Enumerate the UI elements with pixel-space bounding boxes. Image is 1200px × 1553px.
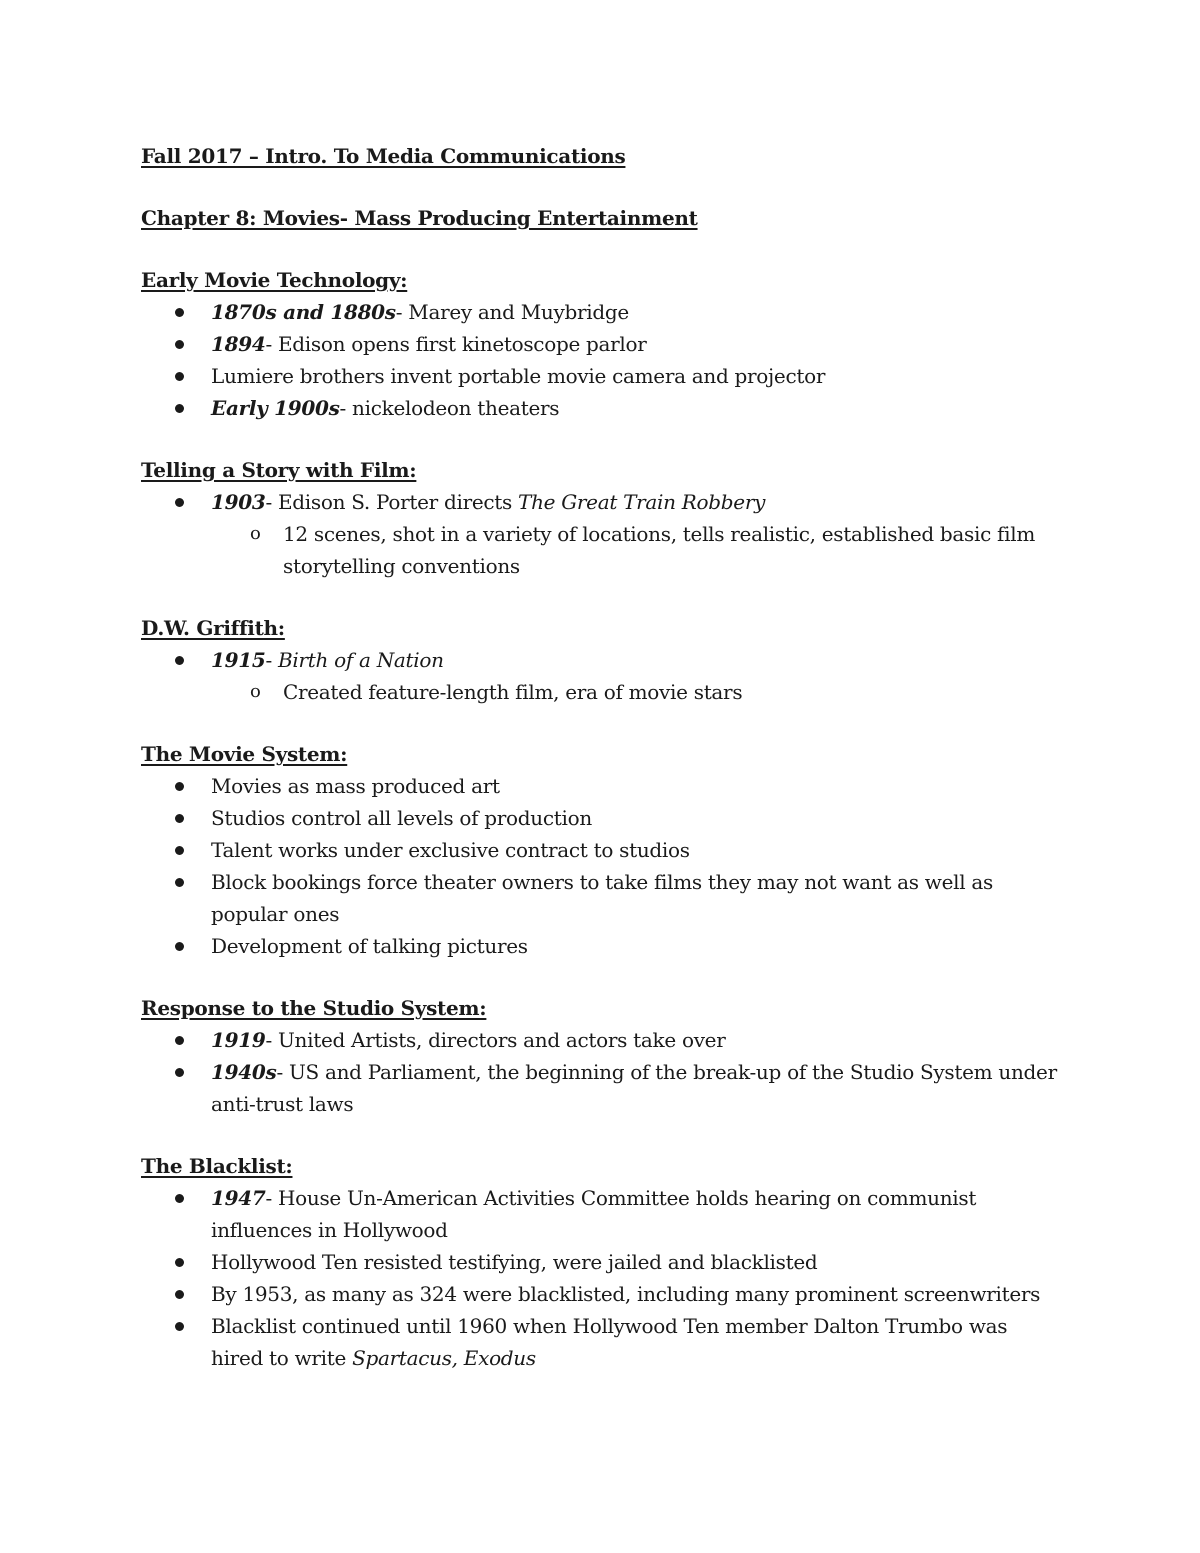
list-item [141,930,1061,962]
section-heading: D.W. Griffith: [141,616,285,640]
bullet-list [141,1024,1061,1120]
list-item [141,644,1061,708]
bullet-dot-icon [175,846,184,855]
sub-bullet-list [211,518,1061,582]
notes-sections [141,264,1061,1374]
section-heading: The Blacklist: [141,1154,293,1178]
list-item [141,486,1061,582]
sub-list-item [211,676,1061,708]
bullet-dot-icon [175,878,184,887]
item-date: Early 1900s [211,396,340,420]
section-spacer [141,1120,1061,1150]
item-text: - Edison opens first kinetoscope parlor [265,332,647,356]
list-item [141,866,1061,930]
bullet-dot-icon [175,814,184,823]
bullet-list [141,644,1061,708]
item-text: - nickelodeon theaters [339,396,560,420]
notes-section [141,992,1061,1120]
section-heading: Response to the Studio System: [141,996,487,1020]
notes-section [141,1150,1061,1374]
list-item [141,1246,1061,1278]
bullet-dot-icon [175,1194,184,1203]
hollow-bullet-icon: o [250,681,261,702]
notes-section [141,738,1061,962]
section-spacer [141,582,1061,612]
document-page [141,140,1061,1374]
list-item [141,1182,1061,1246]
item-text: Hollywood Ten resisted testifying, were jailed and blacklisted [211,1250,818,1274]
bullet-dot-icon [175,1290,184,1299]
section-heading: Telling a Story with Film: [141,458,417,482]
section-spacer [141,708,1061,738]
item-date: 1894 [211,332,266,356]
item-work-title: Birth of a Nation [277,648,444,672]
list-item [141,1310,1061,1374]
item-text: - Edison S. Porter directs [265,490,519,514]
bullet-dot-icon [175,782,184,791]
item-text: By 1953, as many as 324 were blacklisted, including many prominent screenwriters [211,1282,1041,1306]
item-text: - [265,648,278,672]
bullet-dot-icon [175,308,184,317]
hollow-bullet-icon: o [250,523,261,544]
item-work-title: Spartacus, Exodus [352,1346,536,1370]
bullet-list [141,296,1061,424]
item-text: Development of talking pictures [211,934,528,958]
section-spacer [141,962,1061,992]
bullet-dot-icon [175,404,184,413]
list-item [141,1056,1061,1120]
item-text: Movies as mass produced art [211,774,500,798]
bullet-list [141,1182,1061,1374]
list-item [141,328,1061,360]
list-item [141,834,1061,866]
item-text: - Marey and Muybridge [395,300,629,324]
section-spacer [141,424,1061,454]
bullet-dot-icon [175,1036,184,1045]
sub-list-item [211,518,1061,582]
item-date: 1870s and 1880s [211,300,396,324]
notes-section [141,454,1061,582]
item-text: Blacklist continued until 1960 when Hollywood Ten member Dalton Trumbo was hired to write [211,1314,1008,1370]
list-item [141,1278,1061,1310]
item-date: 1915 [211,648,266,672]
item-text: Talent works under exclusive contract to studios [211,838,690,862]
bullet-dot-icon [175,1322,184,1331]
item-text: - House Un-American Activities Committee holds hearing on communist influences in Hollywood [211,1186,977,1242]
notes-section [141,264,1061,424]
list-item [141,802,1061,834]
chapter-title: Chapter 8: Movies- Mass Producing Entertainment [141,206,698,230]
list-item [141,770,1061,802]
item-text: Block bookings force theater owners to take films they may not want as well as popular ones [211,870,993,926]
item-date: 1947 [211,1186,266,1210]
bullet-list [141,486,1061,582]
section-heading: Early Movie Technology: [141,268,408,292]
bullet-list [141,770,1061,962]
bullet-dot-icon [175,942,184,951]
item-text: Lumiere brothers invent portable movie camera and projector [211,364,826,388]
list-item [141,360,1061,392]
section-heading: The Movie System: [141,742,348,766]
item-date: 1919 [211,1028,266,1052]
notes-section [141,612,1061,708]
bullet-dot-icon [175,340,184,349]
sub-bullet-list [211,676,1061,708]
item-text: - United Artists, directors and actors take over [265,1028,726,1052]
item-text: - US and Parliament, the beginning of the break-up of the Studio System under anti-trust laws [211,1060,1057,1116]
bullet-dot-icon [175,372,184,381]
bullet-dot-icon [175,498,184,507]
list-item [141,1024,1061,1056]
course-title: Fall 2017 – Intro. To Media Communications [141,144,626,168]
sub-item-text: 12 scenes, shot in a variety of locations, tells realistic, established basic film storytelling conventions [283,522,1036,578]
item-date: 1903 [211,490,266,514]
bullet-dot-icon [175,656,184,665]
list-item [141,296,1061,328]
bullet-dot-icon [175,1258,184,1267]
item-work-title: The Great Train Robbery [518,490,766,514]
item-text: Studios control all levels of production [211,806,592,830]
list-item [141,392,1061,424]
bullet-dot-icon [175,1068,184,1077]
item-date: 1940s [211,1060,277,1084]
sub-item-text: Created feature-length film, era of movie stars [283,680,743,704]
